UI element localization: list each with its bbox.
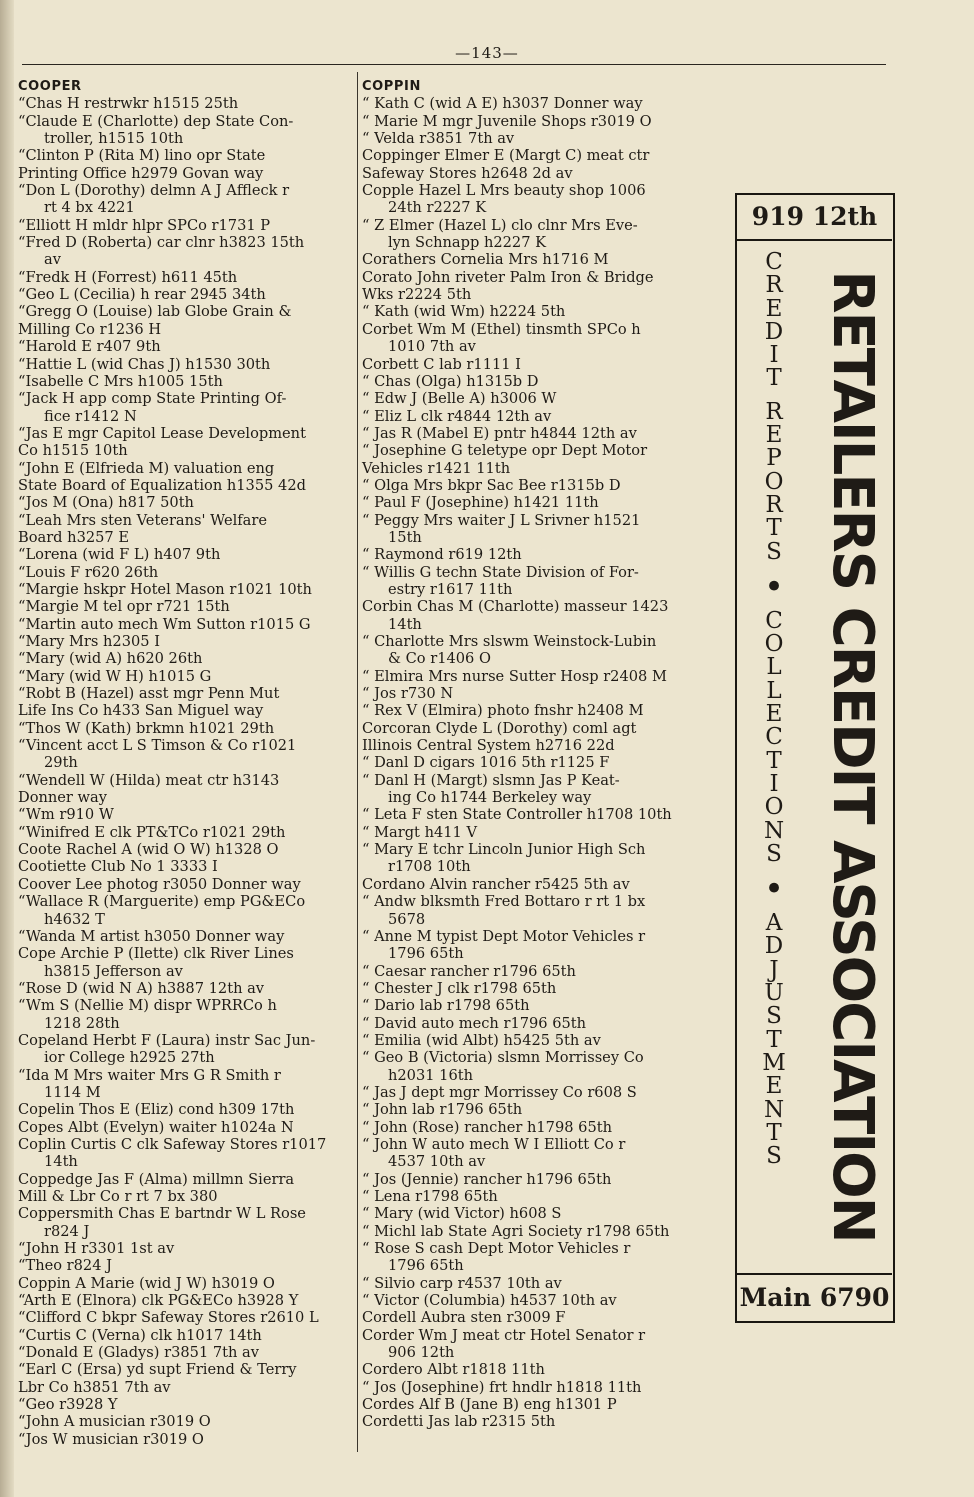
directory-line: Corbin Chas M (Charlotte) masseur 1423 bbox=[362, 598, 669, 616]
directory-line: “ Peggy Mrs waiter J L Srivner h1521 bbox=[362, 511, 641, 529]
directory-line: “ Eliz L clk r4844 12th av bbox=[362, 407, 552, 425]
directory-line: 15th bbox=[388, 528, 422, 546]
directory-line: av bbox=[44, 251, 61, 269]
directory-line: “Jos M (Ona) h817 50th bbox=[18, 494, 194, 512]
directory-line: 24th r2227 K bbox=[388, 199, 487, 217]
ad-services-vertical bbox=[749, 251, 799, 1261]
directory-line: Copes Albt (Evelyn) waiter h1024a N bbox=[18, 1118, 294, 1136]
directory-line: “Martin auto mech Wm Sutton r1015 G bbox=[18, 615, 311, 633]
ad-phone: Main 6790 bbox=[737, 1273, 892, 1321]
directory-line: Corathers Cornelia Mrs h1716 M bbox=[362, 251, 609, 269]
directory-line: “John E (Elfrieda M) valuation eng bbox=[18, 459, 275, 477]
directory-line: “ Victor (Columbia) h4537 10th av bbox=[362, 1292, 617, 1310]
directory-line: “Arth E (Elnora) clk PG&ECo h3928 Y bbox=[18, 1292, 299, 1310]
directory-line: “Harold E r407 9th bbox=[18, 338, 161, 356]
directory-line: Cordell Aubra sten r3009 F bbox=[362, 1309, 566, 1327]
directory-line: 906 12th bbox=[388, 1344, 455, 1362]
directory-column-middle bbox=[362, 78, 732, 1431]
directory-line: “Earl C (Ersa) yd supt Friend & Terry bbox=[18, 1361, 297, 1379]
directory-line: Cordes Alf B (Jane B) eng h1301 P bbox=[362, 1396, 617, 1414]
directory-line: “ Leta F sten State Controller h1708 10th bbox=[362, 806, 672, 824]
directory-line: “ Michl lab State Agri Society r1798 65th bbox=[362, 1222, 670, 1240]
ad-bullet: • bbox=[763, 869, 785, 910]
directory-line: “Lorena (wid F L) h407 9th bbox=[18, 546, 221, 564]
directory-line: “Geo L (Cecilia) h rear 2945 34th bbox=[18, 286, 266, 304]
directory-line: r824 J bbox=[44, 1222, 90, 1240]
directory-line: “Chas H restrwkr h1515 25th bbox=[18, 95, 239, 113]
directory-line: State Board of Equalization h1355 42d bbox=[18, 476, 306, 494]
directory-line: “Mary (wid W H) h1015 G bbox=[18, 667, 212, 685]
directory-line: “John H r3301 1st av bbox=[18, 1240, 175, 1258]
directory-line: h4632 T bbox=[44, 910, 105, 928]
directory-line: 1796 65th bbox=[388, 945, 464, 963]
directory-line: & Co r1406 O bbox=[388, 650, 491, 668]
directory-line: 4537 10th av bbox=[388, 1153, 486, 1171]
directory-line: “Wm r910 W bbox=[18, 806, 114, 824]
directory-line: “Jos W musician r3019 O bbox=[18, 1430, 204, 1448]
directory-line: 14th bbox=[388, 615, 422, 633]
ad-address: 919 12th bbox=[737, 195, 892, 241]
directory-line: 29th bbox=[44, 754, 78, 772]
directory-line: Corato John riveter Palm Iron & Bridge bbox=[362, 268, 654, 286]
directory-line: Cordero Albt r1818 11th bbox=[362, 1361, 545, 1379]
directory-line: “Louis F r620 26th bbox=[18, 563, 159, 581]
directory-line: “Elliott H mldr hlpr SPCo r1731 P bbox=[18, 216, 271, 234]
directory-line: 1796 65th bbox=[388, 1257, 464, 1275]
page-edge-shadow bbox=[0, 0, 14, 1497]
directory-line: “ Jos (Jennie) rancher h1796 65th bbox=[362, 1170, 612, 1188]
directory-line: Corbett C lab r1111 I bbox=[362, 355, 521, 373]
directory-line: “Margie hskpr Hotel Mason r1021 10th bbox=[18, 580, 312, 598]
directory-line: “Fredk H (Forrest) h611 45th bbox=[18, 268, 238, 286]
directory-line: ing Co h1744 Berkeley way bbox=[388, 789, 592, 807]
directory-line: Copelin Thos E (Eliz) cond h309 17th bbox=[18, 1101, 295, 1119]
directory-line: “ Kath (wid Wm) h2224 5th bbox=[362, 303, 566, 321]
directory-line: “Fred D (Roberta) car clnr h3823 15th bbox=[18, 234, 305, 252]
directory-line: “Gregg O (Louise) lab Globe Grain & bbox=[18, 303, 292, 321]
directory-line: “Winifred E clk PT&TCo r1021 29th bbox=[18, 823, 286, 841]
directory-line: Coppinger Elmer E (Margt C) meat ctr bbox=[362, 147, 650, 165]
directory-line: Co h1515 10th bbox=[18, 442, 128, 460]
directory-line: “ Chas (Olga) h1315b D bbox=[362, 372, 539, 390]
directory-line: Donner way bbox=[18, 789, 107, 807]
directory-line: “ Jos (Josephine) frt hndlr h1818 11th bbox=[362, 1378, 642, 1396]
directory-line: “ Geo B (Victoria) slsmn Morrissey Co bbox=[362, 1049, 644, 1067]
directory-line: “John A musician r3019 O bbox=[18, 1413, 211, 1431]
page-number: —143— bbox=[455, 44, 519, 62]
directory-line: “Rose D (wid N A) h3887 12th av bbox=[18, 979, 265, 997]
ad-bullet: • bbox=[763, 566, 785, 607]
directory-line: 1114 M bbox=[44, 1083, 101, 1101]
directory-line: “Claude E (Charlotte) dep State Con- bbox=[18, 112, 294, 130]
directory-line: “Margie M tel opr r721 15th bbox=[18, 598, 230, 616]
directory-line: “ Jos r730 N bbox=[362, 685, 454, 703]
directory-line: Corbet Wm M (Ethel) tinsmth SPCo h bbox=[362, 320, 641, 338]
directory-line: “ Silvio carp r4537 10th av bbox=[362, 1274, 562, 1292]
directory-line: Wks r2224 5th bbox=[362, 286, 472, 304]
directory-line: Coover Lee photog r3050 Donner way bbox=[18, 875, 301, 893]
directory-line: Cope Archie P (Ilette) clk River Lines bbox=[18, 945, 294, 963]
directory-line: r1708 10th bbox=[388, 858, 471, 876]
directory-line: “ Danl H (Margt) slsmn Jas P Keat- bbox=[362, 771, 620, 789]
directory-line: Lbr Co h3851 7th av bbox=[18, 1378, 171, 1396]
directory-line: “ Elmira Mrs nurse Sutter Hosp r2408 M bbox=[362, 667, 667, 685]
directory-line: “ John (Rose) rancher h1798 65th bbox=[362, 1118, 613, 1136]
directory-line: Corcoran Clyde L (Dorothy) coml agt bbox=[362, 719, 637, 737]
directory-line: “ Marie M mgr Juvenile Shops r3019 O bbox=[362, 112, 652, 130]
directory-line: Vehicles r1421 11th bbox=[362, 459, 511, 477]
directory-line: Cordetti Jas lab r2315 5th bbox=[362, 1413, 556, 1431]
directory-line: “ Emilia (wid Albt) h5425 5th av bbox=[362, 1031, 601, 1049]
directory-line: “Geo r3928 Y bbox=[18, 1396, 118, 1414]
column-heading: COOPER bbox=[18, 79, 82, 94]
directory-line: Life Ins Co h433 San Miguel way bbox=[18, 702, 264, 720]
directory-line: “ Velda r3851 7th av bbox=[362, 130, 515, 148]
directory-line: “ Olga Mrs bkpr Sac Bee r1315b D bbox=[362, 476, 621, 494]
directory-line: “ Lena r1798 65th bbox=[362, 1188, 498, 1205]
directory-line: 1010 7th av bbox=[388, 338, 476, 356]
directory-line: “Wendell W (Hilda) meat ctr h3143 bbox=[18, 771, 280, 789]
directory-line: “Don L (Dorothy) delmn A J Affleck r bbox=[18, 182, 290, 200]
directory-line: “ Jas J dept mgr Morrissey Co r608 S bbox=[362, 1083, 637, 1101]
directory-line: “ Andw blksmth Fred Bottaro r rt 1 bx bbox=[362, 893, 646, 911]
directory-line: Safeway Stores h2648 2d av bbox=[362, 164, 573, 182]
directory-line: ior College h2925 27th bbox=[44, 1049, 215, 1067]
directory-line: “Hattie L (wid Chas J) h1530 30th bbox=[18, 355, 271, 373]
directory-line: “ Z Elmer (Hazel L) clo clnr Mrs Eve- bbox=[362, 216, 638, 234]
directory-line: “ Paul F (Josephine) h1421 11th bbox=[362, 494, 599, 512]
directory-line: “Wallace R (Marguerite) emp PG&ECo bbox=[18, 893, 306, 911]
directory-line: “Isabelle C Mrs h1005 15th bbox=[18, 372, 223, 390]
directory-line: “Jack H app comp State Printing Of- bbox=[18, 390, 287, 408]
directory-line: “ Caesar rancher r1796 65th bbox=[362, 962, 576, 980]
directory-line: “ Dario lab r1798 65th bbox=[362, 997, 530, 1015]
directory-line: “ Charlotte Mrs slswm Weinstock-Lubin bbox=[362, 633, 657, 650]
directory-line: “ Mary (wid Victor) h608 S bbox=[362, 1205, 562, 1223]
directory-line: “ Chester J clk r1798 65th bbox=[362, 979, 557, 997]
directory-line: h2031 16th bbox=[388, 1066, 474, 1084]
directory-line: “Theo r824 J bbox=[18, 1257, 112, 1275]
ad-service-word: ADJUSTMENTS bbox=[762, 910, 786, 1170]
ad-service-word: COLLECTIONS bbox=[763, 607, 785, 867]
directory-line: “Jas E mgr Capitol Lease Development bbox=[18, 424, 306, 442]
ad-service-word: CREDIT bbox=[764, 249, 784, 392]
directory-column-left bbox=[18, 78, 354, 1448]
directory-line: Illinois Central System h2716 22d bbox=[362, 737, 615, 755]
directory-line: “Mary (wid A) h620 26th bbox=[18, 650, 203, 668]
directory-line: Copple Hazel L Mrs beauty shop 1006 bbox=[362, 182, 646, 200]
directory-line: “ John lab r1796 65th bbox=[362, 1101, 523, 1119]
advertisement-box bbox=[735, 193, 895, 1323]
directory-line: Printing Office h2979 Govan way bbox=[18, 164, 264, 182]
header-rule bbox=[22, 64, 886, 65]
column-divider bbox=[357, 72, 358, 1452]
directory-line: Mill & Lbr Co r rt 7 bx 380 bbox=[18, 1188, 218, 1205]
directory-line: lyn Schnapp h2227 K bbox=[388, 234, 547, 252]
directory-line: Coppin A Marie (wid J W) h3019 O bbox=[18, 1274, 275, 1292]
directory-line: estry r1617 11th bbox=[388, 580, 513, 598]
directory-line: “ Mary E tchr Lincoln Junior High Sch bbox=[362, 841, 646, 859]
directory-line: Coote Rachel A (wid O W) h1328 O bbox=[18, 841, 279, 859]
directory-line: troller, h1515 10th bbox=[44, 130, 184, 148]
directory-line: “Mary Mrs h2305 I bbox=[18, 633, 160, 650]
directory-line: “Vincent acct L S Timson & Co r1021 bbox=[18, 737, 297, 755]
directory-line: rt 4 bx 4221 bbox=[44, 199, 135, 217]
directory-line: “Leah Mrs sten Veterans' Welfare bbox=[18, 511, 267, 529]
directory-line: “ David auto mech r1796 65th bbox=[362, 1014, 587, 1032]
directory-line: Corder Wm J meat ctr Hotel Senator r bbox=[362, 1326, 646, 1344]
directory-line: “ Rose S cash Dept Motor Vehicles r bbox=[362, 1240, 631, 1258]
directory-line: “ Rex V (Elmira) photo fnshr h2408 M bbox=[362, 702, 644, 720]
directory-line: “Curtis C (Verna) clk h1017 14th bbox=[18, 1326, 262, 1344]
directory-line: “ Willis G techn State Division of For- bbox=[362, 563, 639, 581]
directory-line: “Wm S (Nellie M) dispr WPRRCo h bbox=[18, 997, 277, 1015]
directory-line: “Donald E (Gladys) r3851 7th av bbox=[18, 1344, 260, 1362]
directory-line: Coppersmith Chas E bartndr W L Rose bbox=[18, 1205, 306, 1223]
directory-line: Milling Co r1236 H bbox=[18, 320, 162, 338]
directory-line: Copeland Herbt F (Laura) instr Sac Jun- bbox=[18, 1031, 316, 1049]
directory-line: Cordano Alvin rancher r5425 5th av bbox=[362, 875, 630, 893]
directory-line: fice r1412 N bbox=[44, 407, 137, 425]
directory-line: “Ida M Mrs waiter Mrs G R Smith r bbox=[18, 1066, 281, 1084]
ad-company-name: RETAILERS CREDIT ASSOCIATION bbox=[820, 270, 885, 1242]
directory-line: “ Kath C (wid A E) h3037 Donner way bbox=[362, 95, 643, 113]
directory-line: “ Jas R (Mabel E) pntr h4844 12th av bbox=[362, 424, 637, 442]
directory-line: “Robt B (Hazel) asst mgr Penn Mut bbox=[18, 685, 280, 703]
directory-line: “ Edw J (Belle A) h3006 W bbox=[362, 390, 557, 408]
directory-line: “ Josephine G teletype opr Dept Motor bbox=[362, 442, 648, 460]
directory-line: “ Anne M typist Dept Motor Vehicles r bbox=[362, 927, 646, 945]
directory-line: “Thos W (Kath) brkmn h1021 29th bbox=[18, 719, 275, 737]
ad-company-name-wrapper bbox=[817, 251, 887, 1261]
column-heading: COPPIN bbox=[362, 79, 421, 94]
directory-line: “Wanda M artist h3050 Donner way bbox=[18, 927, 285, 945]
directory-line: “ Margt h411 V bbox=[362, 823, 477, 841]
directory-line: 1218 28th bbox=[44, 1014, 120, 1032]
directory-line: “ Danl D cigars 1016 5th r1125 F bbox=[362, 754, 610, 772]
directory-line: “Clinton P (Rita M) lino opr State bbox=[18, 147, 266, 165]
directory-line: “ John W auto mech W I Elliott Co r bbox=[362, 1135, 626, 1153]
directory-line: “ Raymond r619 12th bbox=[362, 546, 522, 564]
directory-line: “Clifford C bkpr Safeway Stores r2610 L bbox=[18, 1309, 319, 1327]
directory-line: h3815 Jefferson av bbox=[44, 962, 183, 980]
directory-line: 14th bbox=[44, 1153, 78, 1171]
directory-line: Cootiette Club No 1 3333 I bbox=[18, 858, 218, 876]
directory-line: Board h3257 E bbox=[18, 528, 129, 546]
directory-line: 5678 bbox=[388, 910, 426, 928]
ad-service-word: REPORTS bbox=[764, 398, 784, 565]
directory-line: Coppedge Jas F (Alma) millmn Sierra bbox=[18, 1170, 295, 1188]
directory-line: Coplin Curtis C clk Safeway Stores r1017 bbox=[18, 1135, 327, 1153]
